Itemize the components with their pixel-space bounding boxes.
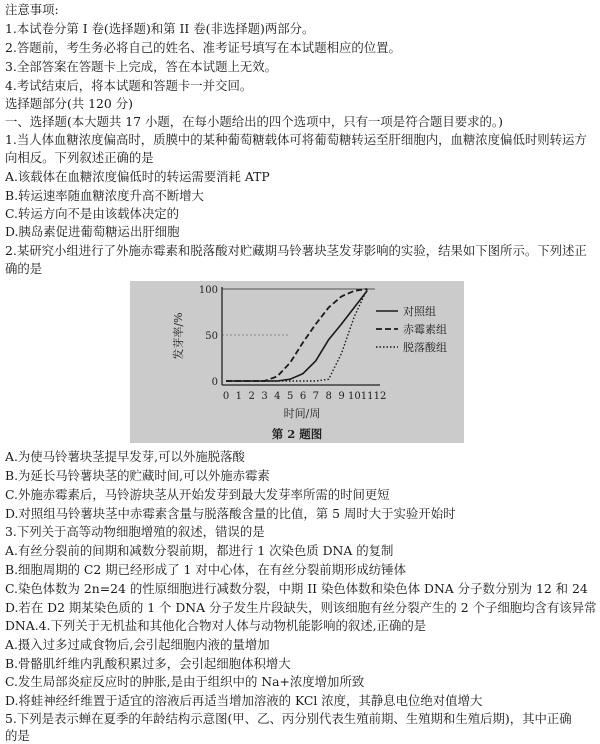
question-3-stem: 3.下列关于高等动物细胞增殖的叙述，错误的是 — [5, 524, 265, 539]
x-tick-label: 3 — [261, 391, 268, 402]
question-3-option-d: D.若在 D2 期某染色质的 1 个 DNA 分子发生片段缺失，则该细胞有丝分裂产生的 2 个子细胞均含有该异常 — [5, 600, 597, 615]
notice-item: 4.考试结束后，将本试题和答题卡一并交回。 — [5, 78, 253, 93]
question-1-stem-cont: 向相反。下列叙述正确的是 — [5, 150, 154, 165]
x-tick-label: 4 — [274, 391, 281, 402]
question-2-option-b: B.为延长马铃薯块茎的贮藏时间,可以外施赤霉素 — [5, 468, 270, 483]
question-4-option-a: A.摄入过多过咸食物后,会引起细胞内液的量增加 — [5, 637, 270, 652]
y-axis-label: 发芽率/% — [172, 312, 185, 360]
question-1-option-d: D.胰岛素促进葡萄糖运出肝细胞 — [5, 224, 180, 239]
x-tick-label: 6 — [299, 391, 307, 402]
question-2-stem: 2.某研究小组进行了外施赤霉素和脱落酸对贮藏期马铃薯块茎发芽影响的实验，结果如下图所示。下列述正 — [5, 243, 587, 258]
question-4-option-b: B.骨骼肌纤维内乳酸积累过多，会引起细胞体积增大 — [5, 656, 291, 671]
question-1-option-c: C.转运方向不是由该载体决定的 — [5, 206, 180, 221]
question-3-option-a: A.有丝分裂前的间期和减数分裂前期，都进行 1 次染色质 DNA 的复制 — [5, 543, 394, 558]
notice-heading: 注意事项: — [5, 2, 59, 17]
question-5-stem-cont: 的是 — [5, 728, 30, 743]
x-tick-label: 12 — [373, 391, 387, 402]
x-tick-label: 10 — [347, 391, 361, 402]
y-tick-label: 100 — [198, 285, 218, 296]
section-instruction: 一、选择题(本大题共 17 小题，在每小题给出的四个选项中，只有一项是符合题目要求的。) — [5, 114, 503, 129]
figure-caption: 第 2 题图 — [271, 427, 323, 441]
x-tick-label: 7 — [312, 391, 320, 402]
series-line-1 — [226, 291, 367, 381]
notice-item: 3.全部答案在答题卡上完成，答在本试题上无效。 — [5, 59, 278, 74]
x-axis-label: 时间/周 — [283, 407, 321, 420]
y-tick-label: 50 — [205, 331, 218, 342]
question-4-option-c: C.发生局部炎症反应时的肿胀,是由于组织中的 Na+浓度增加所致 — [5, 674, 365, 689]
section-title: 选择题部分(共 120 分) — [5, 96, 133, 111]
question-4-option-d: D.将蛙神经纤维置于适宜的溶液后再适当增加溶液的 KCl 浓度，其静息电位绝对值增大 — [5, 693, 483, 708]
x-tick-label: 8 — [325, 391, 332, 402]
x-tick-label: 5 — [286, 391, 294, 402]
question-2-stem-cont: 确的是 — [5, 261, 43, 276]
legend-label: 赤霉素组 — [403, 323, 447, 336]
x-tick-label: 1 — [235, 391, 243, 402]
question-3-option-c: C.染色体数为 2n=24 的性原细胞进行减数分裂，中期 II 染色体数和染色体 DNA 分子数分别为 12 和 24 — [5, 581, 588, 596]
question-1-option-a: A.该载体在血糖浓度偏低时的转运需要消耗 ATP — [5, 169, 270, 184]
legend-label: 脱落酸组 — [403, 341, 447, 354]
legend-label: 对照组 — [403, 305, 436, 318]
question-5-stem: 5.下列是表示蝉在夏季的年龄结构示意图(甲、乙、丙分别代表生殖前期、生殖期和生殖后期)，其中正确 — [5, 711, 572, 726]
germination-chart — [130, 281, 464, 443]
question-2-option-c: C.外施赤霉素后，马铃游块茎从开始发芽到最大发芽率所需的时间更短 — [5, 487, 390, 502]
question-1-option-b: B.转运速率随血糖浓度升高不断增大 — [5, 188, 204, 203]
y-tick-label: 0 — [211, 377, 218, 388]
x-tick-label: 9 — [338, 391, 345, 402]
x-tick-label: 0 — [222, 391, 230, 402]
x-tick-label: 2 — [248, 391, 255, 402]
notice-item: 1.本试卷分第 I 卷(选择题)和第 II 卷(非选择题)两部分。 — [5, 21, 315, 36]
notice-item: 2.答题前，考生务必将自己的姓名、准考证号填写在本试题相应的位置。 — [5, 40, 401, 55]
question-3-option-b: B.细胞周期的 C2 期已经形成了 1 对中心体，在有丝分裂前期形成纺锤体 — [5, 562, 406, 577]
question-2-option-a: A.为使马铃薯块茎提早发芽,可以外施脱落酸 — [5, 449, 245, 464]
question-2-option-d: D.对照组马铃薯块茎中赤霉素含量与脱落酸含量的比值，第 5 周时大于实验开始时 — [5, 506, 456, 521]
question-1-stem: 1.当人体血糖浓度偏高时，质膜中的某种葡萄糖载体可将葡萄糖转运至肝细胞内，血糖浓度偏低时则转运方 — [5, 132, 587, 147]
question-4-stem: DNA.4.下列关于无机盐和其他化合物对人体与动物机能影响的叙述,正确的是 — [5, 618, 427, 633]
x-tick-label: 11 — [360, 391, 374, 402]
